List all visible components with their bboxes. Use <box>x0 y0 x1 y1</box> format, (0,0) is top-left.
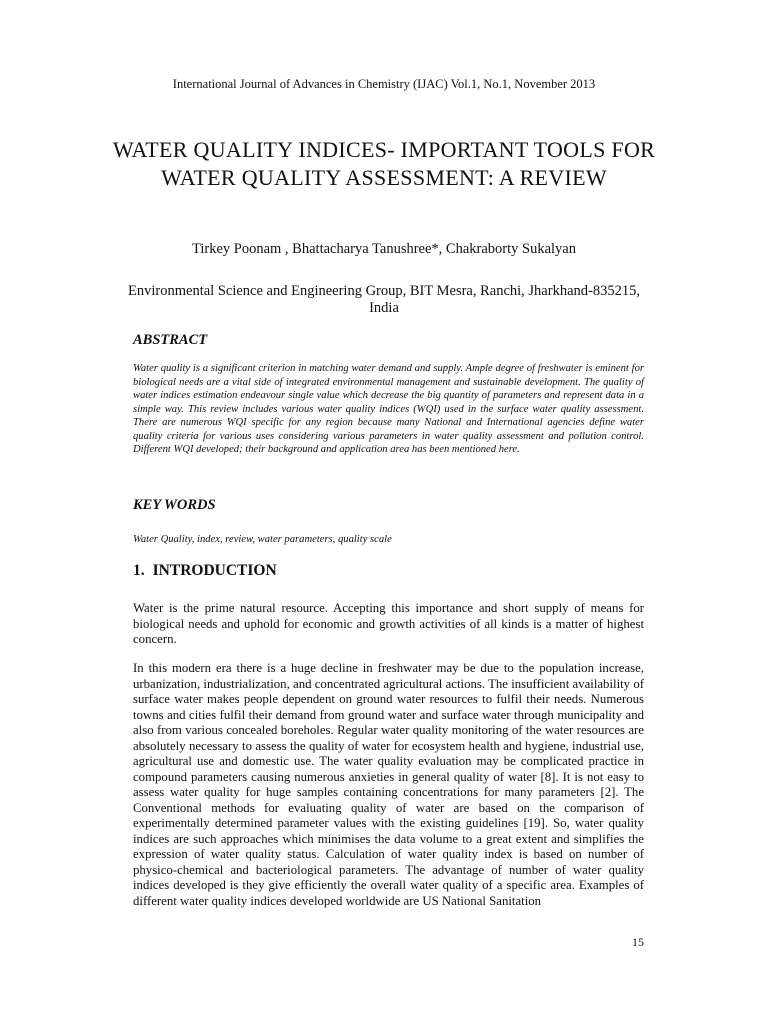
section-title: INTRODUCTION <box>152 562 277 579</box>
keywords-text: Water Quality, index, review, water parameters, quality scale <box>133 534 392 545</box>
section-number: 1. <box>133 562 145 579</box>
body-paragraph: Water is the prime natural resource. Accepting this importance and short supply of means for biological needs and uphold for economic and growth activities of all kinds is a matter of highest concern. <box>133 601 644 646</box>
section-heading-introduction <box>133 562 277 580</box>
abstract-text: Water quality is a significant criterion in matching water demand and supply. Ample degree of freshwater is eminent for biological needs are a vital side of integrated environmental management and sustainable development. The quality of water indices estimation endeavour single value which decrease the big quantity of parameters and represent data in a simple way. This review includes various water quality indices (WQI) used in the surface water quality assessment. There are numerous WQI specific for any region because many National and International agencies define water quality criteria for various uses considering various parameters in water quality assessment and pollution control. Different WQI developed; their background and application area has been mentioned here. <box>133 363 644 455</box>
abstract-heading: ABSTRACT <box>133 332 208 348</box>
running-head: International Journal of Advances in Chemistry (IJAC) Vol.1, No.1, November 2013 <box>172 77 596 91</box>
paper-title: WATER QUALITY INDICES- IMPORTANT TOOLS FOR WATER QUALITY ASSESSMENT: A REVIEW <box>112 137 656 190</box>
affiliation: Environmental Science and Engineering Group, BIT Mesra, Ranchi, Jharkhand-835215, India <box>128 283 640 316</box>
keywords-heading: KEY WORDS <box>133 497 216 513</box>
page-number: 15 <box>632 935 644 949</box>
author-list: Tirkey Poonam , Bhattacharya Tanushree*, Chakraborty Sukalyan <box>192 241 576 257</box>
body-paragraph: In this modern era there is a huge decline in freshwater may be due to the population increase, urbanization, industrialization, and concentrated agricultural actions. The insufficient availability of surface water makes people dependent on ground water resources to fulfil their needs. Numerous towns and cities fulfil their demand from ground water and surface water through municipality and also from various concealed boreholes. Regular water quality monitoring of the water resources are absolutely necessary to assess the quality of water for ecosystem health and hygiene, industrial use, agricultural use and domestic use. The water quality evaluation may be complicated practice in compound parameters causing numerous anxieties in general quality of water [8]. It is not easy to assess water quality for huge samples containing concentrations for many parameters [2]. The Conventional methods for evaluating quality of water are based on the comparison of experimentally determined parameter values with the existing guidelines [19]. So, water quality indices are such approaches which minimises the data volume to a great extent and simplifies the expression of water quality status. Calculation of water quality index is based on number of physico-chemical and bacteriological parameters. The advantage of number of water quality indices developed is they give efficiently the overall water quality of a specific area. Examples of different water quality indices developed worldwide are US National Sanitation <box>133 661 644 908</box>
